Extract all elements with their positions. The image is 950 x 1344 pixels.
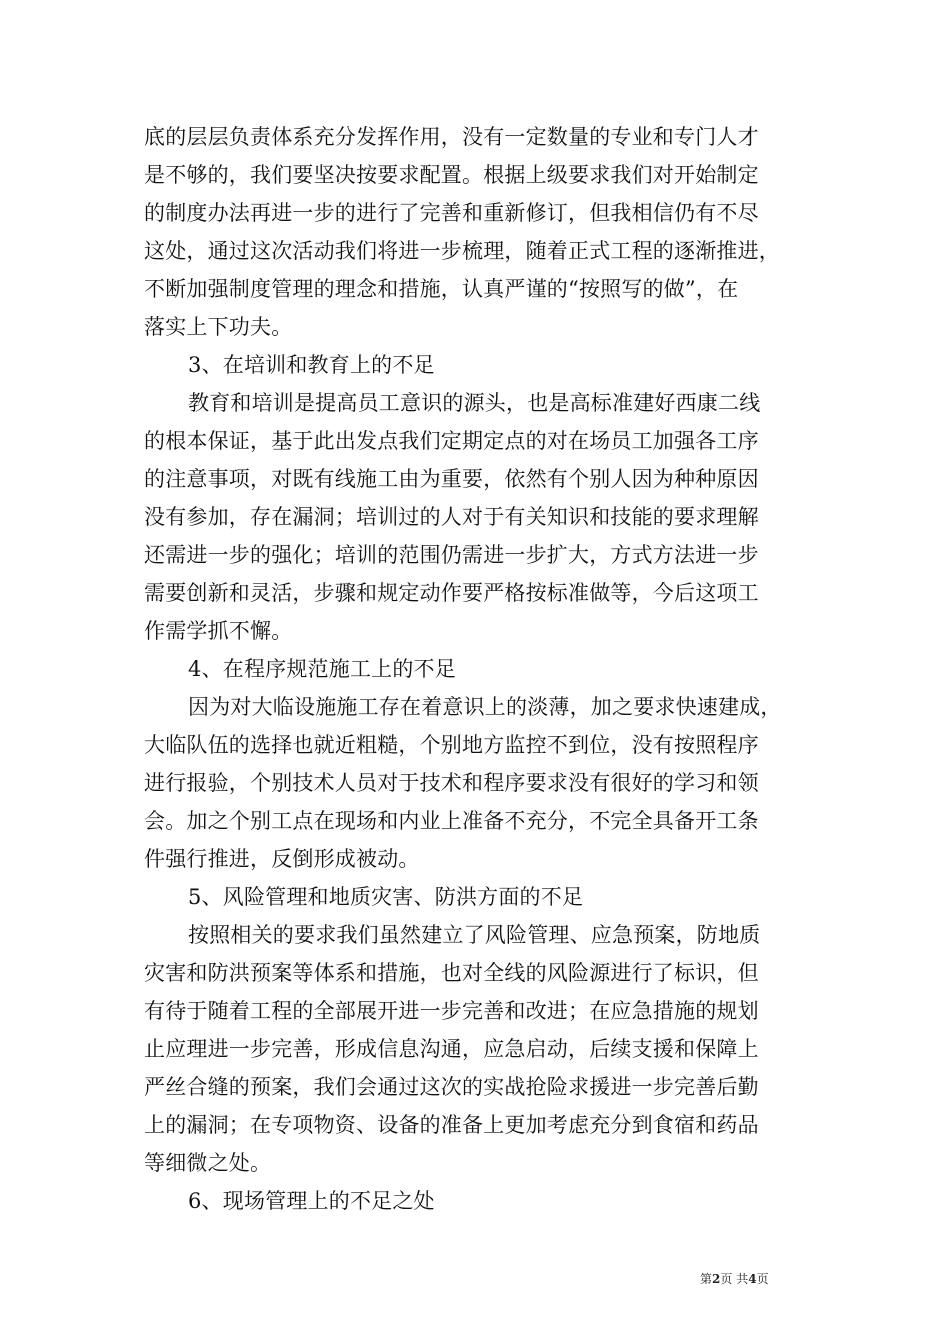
footer-middle: 页 共: [720, 1272, 749, 1286]
text-line: 等细微之处。: [144, 1151, 272, 1175]
footer-prefix: 第: [700, 1272, 713, 1286]
text-line: 是不够的，我们要坚决按要求配置。根据上级要求我们对开始制定: [144, 163, 759, 187]
text-line: 会。加之个别工点在现场和内业上准备不充分，不完全具备开工条: [144, 809, 759, 833]
text-line: 没有参加，存在漏洞；培训过的人对于有关知识和技能的要求理解: [144, 505, 759, 529]
text-line: 止应理进一步完善，形成信息沟通，应急启动，后续支援和保障上: [144, 1037, 759, 1061]
text-line: 上的漏洞；在专项物资、设备的准备上更加考虑充分到食宿和药品: [144, 1113, 759, 1137]
text-line: 件强行推进，反倒形成被动。: [144, 847, 420, 871]
footer-total-pages: 4: [748, 1272, 757, 1286]
footer-suffix: 页: [756, 1272, 769, 1286]
text-line: 教育和培训是提高员工意识的源头，也是高标准建好西康二线: [188, 391, 761, 415]
text-line: 底的层层负责体系充分发挥作用，没有一定数量的专业和专门人才: [144, 125, 759, 149]
text-line: 6、现场管理上的不足之处: [188, 1189, 435, 1213]
text-line: 大临队伍的选择也就近粗糙，个别地方监控不到位，没有按照程序: [144, 733, 759, 757]
text-line: 按照相关的要求我们虽然建立了风险管理、应急预案，防地质: [188, 923, 761, 947]
text-line: 的制度办法再进一步的进行了完善和重新修订，但我相信仍有不尽: [144, 201, 759, 225]
body-text: [144, 118, 814, 1220]
text-line: 这处，通过这次活动我们将进一步梳理，随着正式工程的逐渐推进，: [144, 239, 780, 263]
text-line: 进行报验，个别技术人员对于技术和程序要求没有很好的学习和领: [144, 771, 759, 795]
text-line: 作需学抓不懈。: [144, 619, 293, 643]
text-line: 5、风险管理和地质灾害、防洪方面的不足: [188, 885, 584, 909]
text-line: 需要创新和灵活，步骤和规定动作要严格按标准做等，今后这项工: [144, 581, 759, 605]
text-line: 因为对大临设施施工存在着意识上的淡薄，加之要求快速建成，: [188, 695, 782, 719]
text-line: 灾害和防洪预案等体系和措施，也对全线的风险源进行了标识，但: [144, 961, 759, 985]
text-line: 3、在培训和教育上的不足: [188, 353, 435, 377]
text-line: 的注意事项，对既有线施工由为重要，依然有个别人因为种种原因: [144, 467, 759, 491]
text-line: 还需进一步的强化；培训的范围仍需进一步扩大，方式方法进一步: [144, 543, 759, 567]
text-line: 的根本保证，基于此出发点我们定期定点的对在场员工加强各工序: [144, 429, 759, 453]
page-footer: [700, 1271, 820, 1287]
text-line: 落实上下功夫。: [144, 315, 293, 339]
text-line: 不断加强制度管理的理念和措施，认真严谨的“按照写的做”，在: [144, 277, 739, 301]
text-line: 严丝合缝的预案，我们会通过这次的实战抢险求援进一步完善后勤: [144, 1075, 759, 1099]
text-line: 有待于随着工程的全部展开进一步完善和改进；在应急措施的规划: [144, 999, 759, 1023]
footer-current-page: 2: [712, 1272, 721, 1286]
text-line: 4、在程序规范施工上的不足: [188, 657, 456, 681]
